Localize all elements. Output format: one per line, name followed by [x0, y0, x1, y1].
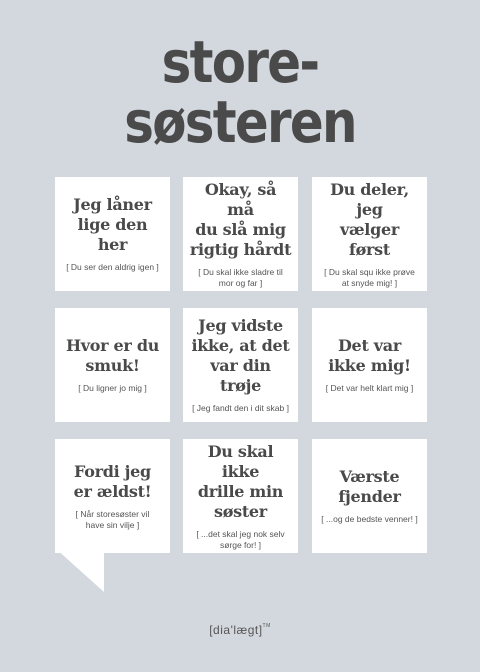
phrase-card	[55, 439, 170, 553]
phrase-subtext: [ Jeg fandt den i dit skab ]	[192, 403, 289, 413]
phrase-subtext: [ Du skal ikke sladre til mor og far ]	[198, 266, 283, 288]
phrase-card	[183, 308, 298, 422]
phrase-text: Fordi jeg er ældst!	[73, 461, 152, 501]
phrase-card	[55, 308, 170, 422]
phrase-subtext: [ Du ligner jo mig ]	[78, 383, 147, 393]
phrase-text: Det var ikke mig!	[328, 336, 411, 375]
phrase-subtext: [ Du ser den aldrig igen ]	[66, 262, 159, 272]
phrase-card	[312, 308, 427, 422]
phrase-subtext: [ ...det skal jeg nok selv sørge for! ]	[196, 528, 285, 550]
phrase-card	[183, 177, 298, 291]
phrase-subtext: [ Du skal squ ikke prøve at snyde mig! ]	[324, 266, 415, 288]
phrase-text: Du skal ikke drille min søster	[197, 441, 284, 521]
phrase-card	[312, 439, 427, 553]
phrase-subtext: [ ...og de bedste venner! ]	[321, 514, 418, 524]
poster-title-line-1: store-	[161, 28, 319, 96]
phrase-card	[55, 177, 170, 291]
phrase-text: Okay, så må du slå mig rigtig hårdt	[189, 179, 292, 259]
phrase-subtext: [ Når storesøster vil have sin vilje ]	[75, 508, 150, 530]
phrase-text: Du deler, jeg vælger først	[330, 179, 409, 259]
phrase-text: Hvor er du smuk!	[65, 336, 160, 375]
phrase-card	[312, 177, 427, 291]
phrase-text: Jeg vidste ikke, at det var din trøje	[191, 316, 290, 395]
trademark-mark: TM	[262, 623, 271, 629]
poster-title-line-2: søsteren	[124, 88, 356, 156]
phrase-text: Jeg låner lige den her	[73, 195, 152, 254]
brand-logo	[0, 623, 480, 637]
brand-logo-text: [dia'lægt]	[209, 623, 263, 637]
phrase-text: Værste fjender	[338, 467, 401, 506]
phrase-card	[183, 439, 298, 553]
phrase-subtext: [ Det var helt klart mig ]	[325, 383, 414, 393]
